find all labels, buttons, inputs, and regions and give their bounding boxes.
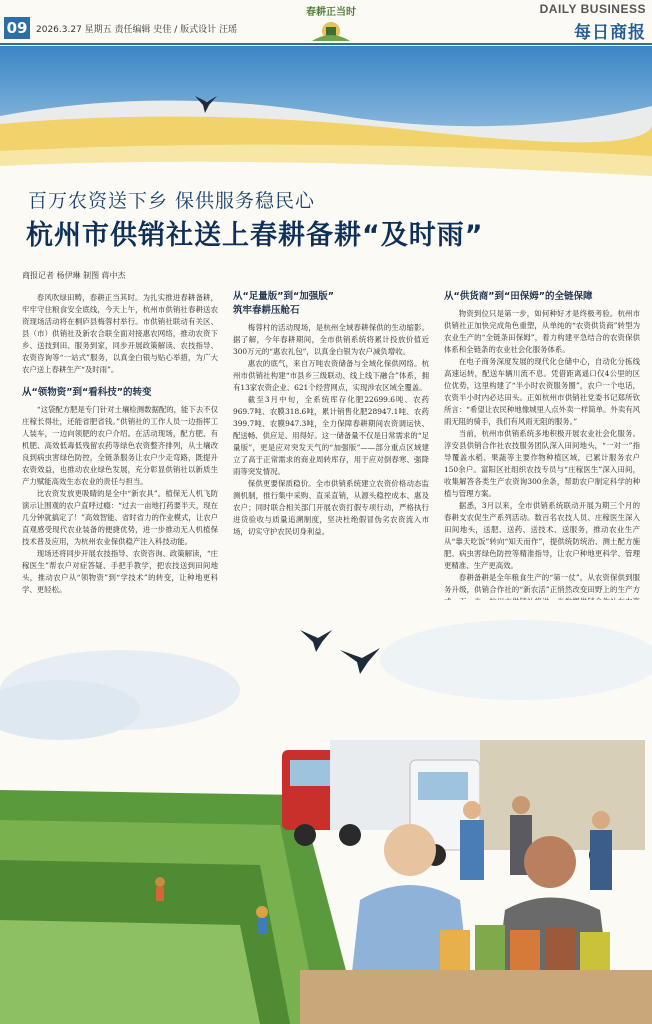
table-icon — [300, 970, 652, 1024]
rapeseed-field-sky-icon — [0, 46, 652, 206]
brand-english: DAILY BUSINESS — [539, 2, 646, 16]
paragraph: 截至3月中旬，全系统库存化肥22699.6吨、农药969.7吨、农膜318.6吨，累计销售化肥28947.1吨、农药399.7吨、农膜947.3吨，全力保障春耕期间农资调运快、配送畅、供应足、用得好。这一储备量不仅是日常需求的“足量版”，更是应对突发天气的“加强版”——部分重点区域建立了高于正常需求的商业周转库存，用于应对倒春寒、强降雨等突发情况。 — [233, 395, 429, 476]
logo-text: 春耕正当时 — [306, 7, 356, 18]
paragraph: 当前，杭州市供销系统多地积极开展农业社会化服务。淳安县供销合作社农技服务团队深入田间地头，“一对一”指导覆盖水稻、果蔬等主要作物种植区域，已累计服务农户150余户。富阳区社组织农技专员与“庄稼医生”深入田间，收集解答各类生产农资询300余条，帮助农户制定科学的种植与管理方案。 — [444, 429, 640, 498]
article-kicker: 百万农资送下乡 保供服务稳民心 — [28, 190, 316, 212]
seed-bag-icon — [545, 928, 575, 970]
heading-line: 筑牢春耕压舱石 — [233, 305, 300, 316]
masthead — [0, 0, 652, 44]
paragraph: 比农资发放更吸睛的是全中“新农具”。植保无人机飞防演示让围观的农户直呼过瘾：“过去一亩地打药要半天，现在几分钟就搞定了！”高效智能、省时省力的作业模式，让农户直观感受现代农业装备的便捷优势，进一步推动无人机植保技术普及应用，为杭州农业保供稳产注入科技动能。 — [22, 489, 218, 546]
paragraph: 春耕备耕是全年粮食生产的“第一仗”。从农资保供到服务升级，供销合作社的“新农活”正悄然改变田野上的生产方 — [444, 573, 640, 594]
seed-bag-icon — [475, 925, 505, 970]
technician-icon — [384, 824, 436, 876]
paragraph: 据悉，3月以来，全市供销系统联动开展为期三个月的春耕支农促生产系列活动。数百名农技人员、庄稼医生深入田间地头，送肥、送药、送技术、送服务，推动农业生产从“靠天吃饭”转向“知天而作”，提供统防统治、测土配方施肥、病虫害绿色防控等精准指导，让农户种地更科学、管理更精准、生产更高效。 — [444, 501, 640, 570]
worker-icon — [460, 820, 484, 880]
paragraph: 在电子商务深度发展的现代化仓储中心，自动化分拣线高速运转，配送车辆川流不息。凭借距离遥口仅4公里的区位优势，这里构建了“半小时农资服务圈”，农户一个电话，农资半小时内必达田头。正如杭州市供销社党委书记郑所钦所言：“希望让农民种地像城里人点外卖一样简单。外卖有风雨无阻的骑手，我们有风雨无阻的服务。” — [444, 357, 640, 426]
column-logo — [290, 1, 372, 43]
article-column-2 — [233, 288, 429, 588]
seed-bag-icon — [440, 930, 470, 970]
page-number: 09 — [4, 17, 30, 39]
elderly-farmer-icon — [524, 836, 576, 888]
paragraph: 惠农的底气，来自万吨农资储备与全域化保供网络。杭州市供销社构建“市县乡三级联动、线上线下融合”体系，拥有13家农资企业、621个经营网点，实现涉农区域全覆盖。 — [233, 359, 429, 392]
seed-bag-icon — [580, 932, 610, 970]
brand-chinese: 每日商报 — [574, 23, 646, 43]
section-heading-supply — [233, 288, 429, 316]
paragraph: 物资到位只是第一步，如何种好才是终极考验。杭州市供销社正加快完成角色重塑，从单纯的“农资供货商”转型为农业生产的“全链条田保姆”，着力构建平急结合的农资保供体系和全链条的农业社会化服务体系。 — [444, 309, 640, 354]
paragraph: 保供更要保质稳价。全市供销系统建立农资价格动态监测机制，推行集中采购、直采直销，从源头稳控成本、惠及农户；同时联合相关部门开展农资打假专项行动，严格执行进货验收与质量追溯制度，坚决杜绝假冒伪劣农资流入市场，切实守护农民切身利益。 — [233, 479, 429, 536]
paragraph: “这袋配方肥是专门针对土壤检测数据配的，能下去不仅庄稼长得壮，还能省肥省钱。”供销社的工作人员一边指挥工人装车，一边向领肥的农户介绍。在活动现场，配方肥、有机肥、高效低毒低残留农药等绿色农资整齐排列，从土壤改良到病虫害绿色防控，全链条服务让农户少走弯路，既提升农资效益，也推动农业绿色发展，充分彰显供销社以新质生产力赋能高效生态农业的责任与担当。 — [22, 405, 218, 486]
bottom-illustration — [0, 600, 652, 1024]
paragraph: 梅蓉村的活动现场，是杭州全域春耕保供的生动缩影。据了解，今年春耕期间，全市供销系统将累计投放价值近300万元的“惠农礼包”，以真金白银为农户减负增收。 — [233, 323, 429, 356]
masthead-rule — [0, 43, 652, 45]
article-byline: 商报记者 杨伊琳 制图 蒋中杰 — [22, 271, 126, 280]
banner-illustration — [0, 46, 652, 206]
worker-icon — [590, 830, 612, 890]
heading-line: 从“足量版”到“加强版” — [233, 291, 334, 302]
farmer-hat-icon — [256, 906, 268, 918]
section-heading-service: 从“供货商”到“田保姆”的全链保障 — [444, 291, 593, 302]
farm-scene-icon — [0, 600, 652, 1024]
fertilizer-sacks-icon — [480, 740, 645, 850]
article-headline: 杭州市供销社送上春耕备耕“及时雨” — [26, 220, 484, 251]
paragraph: 现场还将同步开展农技指导、农资咨询、政策解读，“庄稼医生”帮农户对症答疑、手把手教学，把农技送到田间地头，推动农户从“领物资”到“学技术”的转变，让种地更科学、更轻松。 — [22, 549, 218, 594]
farmer-hat-icon — [155, 877, 165, 887]
section-heading-tech: 从“领物资”到“看科技”的转变 — [22, 387, 152, 398]
intro-paragraph: 春风吹绿田畴，春耕正当其时。为扎实推进春耕备耕，牢牢守住粮食安全底线，今天上午，杭州市供销社春耕送农资现场活动将在桐庐县梅蓉村举行。市供销社联动有关区、县（市）供销社及新农合联全面对接惠农网络，推动农资下乡、送技到田、服务到家，同步开展政策解读、农技指导、农资咨询等“一站式”服务，以真金白银与贴心举措，为广大农户送上春耕生产“及时雨”。 — [22, 293, 218, 374]
date-line: 2026.3.27 星期五 责任编辑 史佳 / 版式设计 汪瑶 — [36, 25, 238, 35]
seed-bag-icon — [510, 930, 540, 970]
